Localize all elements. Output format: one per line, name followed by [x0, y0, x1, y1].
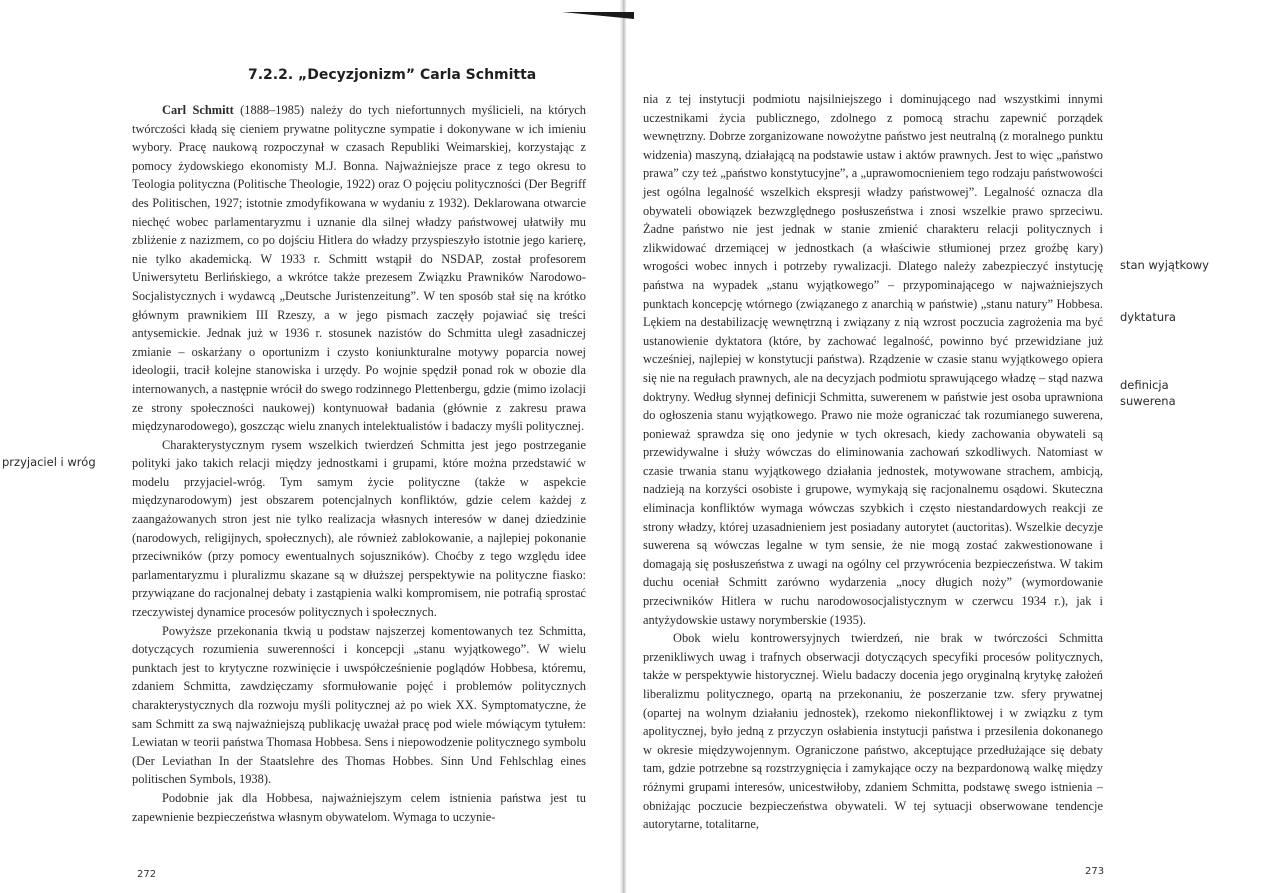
- section-title: 7.2.2. „Decyzjonizm” Carla Schmitta: [248, 67, 537, 83]
- paragraph-text: Podobnie jak dla Hobbesa, najważniejszym celem istnienia państwa jest tu zapewnienie bezpieczeństwa własnym obywatelom. Wymaga to uczynie-: [132, 790, 586, 824]
- paragraph: [132, 622, 586, 789]
- page-number-right: 273: [1085, 866, 1105, 877]
- paragraph-text: Obok wielu kontrowersyjnych twierdzeń, nie brak w twórczości Schmitta przenikliwych uwag i trafnych obserwacji dotyczących specyfiki procesów politycznych, także w perspektywie historycznej. Wielu badaczy docenia jego oryginalną krytykę założeń liberalizmu politycznego, opartą na przekonaniu, że poszerzanie tzw. sfery prywatnej (opartej na wolnym działaniu jednostek), rzekomo niekonfliktowej i w związku z tym apolitycznej, było jedną z przyczyn osłabienia instytucji państwa i przesilenia dokonanego w okresie międzywojennym. Ograniczone państwo, akceptujące przedłużające się debaty tam, gdzie potrzebne są rozstrzygnięcia i zamykające oczy na bezpardonową walkę między różnymi grupami interesów, unicestwiłoby, zdaniem Schmitta, podstawę swego istnienia – obniżając poczucie bezpieczeństwa obywateli. W tej sytuacji obserwowane tendencje autorytarne, totalitarne,: [643, 631, 1103, 832]
- margin-note-stan-wyjatkowy: stan wyjątkowy: [1120, 258, 1209, 272]
- page-number-left: 272: [137, 869, 157, 880]
- paragraph: [132, 789, 586, 826]
- paragraph-text: Charakterystycznym rysem wszelkich twierdzeń Schmitta jest jego postrzeganie polityki jako takich relacji między jednostkami i grupami, które można przedstawić w modelu przyjaciel-wróg. Tym samym życie polityczne (także w aspekcie międzynarodowym) jest obszarem potencjalnych konfliktów, gdzie celem każdej z zaangażowanych stron jest nie tylko realizacja własnych interesów w danej dziedzinie (narodowych, religijnych, społecznych), ale również zablokowanie, a najlepiej pokonanie przeciwników (przy pomocy ewentualnych sojuszników). Choćby z tego względu idee parlamentaryzmu i pluralizmu skazane są w dłuższej perspektywie na polityczne fiasko: przywiązane do racjonalnej debaty i zastąpienia walki kompromisem, nie potrafią sprostać rzeczywistej dynamice procesów politycznych i społecznych.: [132, 437, 586, 620]
- paragraph-text: nia z tej instytucji podmiotu najsilniejszego i dominującego nad wszystkimi innymi uczestnikami życia publicznego, zdolnego z pomocą strachu zapewnić porządek wewnętrzny. Dobrze zorganizowane nowożytne państwo jest neutralną (z moralnego punktu widzenia) maszyną, działającą na podstawie ustaw i aktów prawnych. Jest to więc „państwo prawa” czy też „państwo konstytucyjne”, a „uprawomocnieniem tego rodzaju państwowości jest ogólna legalność wszelkich ekspresji władzy państwowej”. Legalność oznacza dla obywateli obowiązek bezwzględnego posłuszeństwa i znosi wszelkie prawo sprzeciwu. Żadne państwo nie jest jednak w stanie zmienić charakteru relacji politycznych i zlikwidować drzemiącej w jednostkach (a właściwie stłumionej przez groźbę kary) wrogości wobec innych i potrzeby rywalizacji. Dlatego należy zabezpieczyć instytucję państwa na wypadek „stanu wyjątkowego” – przypominającego w najważniejszych punktach koncepcję wtórnego (związanego z anarchią w państwie) „stanu natury” Hobbesa. Lękiem na destabilizację wewnętrzną i związany z nią wzrost poczucia zagrożenia ma być ustanowienie dyktatora (które, by zachować legalność, powinno być przewidziane już wcześniej, najlepiej w konstytucji państwa). Rządzenie w czasie stanu wyjątkowego opiera się nie na regułach prawnych, ale na decyzjach podmiotu sprawującego władzę – stąd nazwa doktryny. Według słynnej definicji Schmitta, suwerenem w państwie jest osoba uprawniona do ogłoszenia stanu wyjątkowego. Prawo nie może ograniczać tak rozumianego suwerena, ponieważ sprawdza się ono jedynie w tych okresach, kiedy zachowania obywateli są przewidywalne i służy wówczas do eliminowania zachowań szkodliwych. Natomiast w czasie trwania stanu wyjątkowego działania jednostek, motywowane strachem, ambicją, nadzieją na korzyści osobiste i grupowe, wymykają się racjonalnemu osądowi. Skuteczna eliminacja konfliktów wymaga wówczas szybkich i często niestandardowych reakcji ze strony władzy, której uzasadnieniem jest posiadany autorytet (auctoritas). Wszelkie decyzje suwerena są wówczas legalne w tym sensie, że nie mogą zostać zakwestionowane i domagają się posłuszeństwa z uwagi na ogólny cel przywrócenia bezpieczeństwa. W takim duchu oceniał Schmitt zarówno wydarzenia „nocy długich noży” (wymordowanie przeciwników Hitlera w ruchu narodowosocjalistycznym w czerwcu 1934 r.), jak i antyżydowskie ustawy norymberskie (1935).: [643, 92, 1103, 627]
- margin-note-dyktatura: dyktatura: [1120, 310, 1176, 324]
- paragraph: [132, 101, 586, 436]
- paragraph: [132, 436, 586, 622]
- margin-note-przyjaciel-i-wrog: przyjaciel i wróg: [2, 455, 96, 469]
- right-text-column: [643, 90, 1103, 834]
- margin-note-definicja-suwerena: definicja suwerena: [1120, 378, 1176, 408]
- paragraph-text: (1888–1985) należy do tych niefortunnych myślicieli, na których twórczości kładą się cieniem prywatne polityczne sympatie i dokonywane w ich imieniu wybory. Pracę naukową rozpoczynał w czasach Republiki Weimarskiej, korzystając z pomocy żydowskiego ekonomisty M.J. Bonna. Najważniejsze prace z tego okresu to Teologia polityczna (Politische Theologie, 1922) oraz O pojęciu polityczności (Der Begriff des Politischen, 1927; istotnie zmodyfikowana w wydaniu z 1932). Deklarowana otwarcie niechęć wobec parlamentaryzmu i uznanie dla silnej władzy państwowej ułatwiły mu zbliżenie z nazizmem, co po dojściu Hitlera do władzy przyspieszyło istotnie jego karierę, nie tylko akademicką. W 1933 r. Schmitt wstąpił do NSDAP, został profesorem Uniwersytetu Berlińskiego, a wkrótce także prezesem Związku Prawników Narodowo-Socjalistycznych i wydawcą „Deutsche Juristenzeitung”. W ten sposób stał się na krótko głównym prawnikiem III Rzeszy, a w jego pismach zaczęły pojawiać się treści antysemickie. Jednak już w 1936 r. stosunek nazistów do Schmitta uległ zasadniczej zmianie – oskarżany o oportunizm i czysto koniunkturalne motywy poparcia nowej ideologii, tracił kolejne stanowiska i urzędy. Po wojnie spędził ponad rok w obozie dla internowanych, a następnie wrócił do swego rodzinnego Plettenbergu, gdzie (mimo izolacji ze strony społeczności naukowej) kontynuował badania (głównie z zakresu prawa międzynarodowego), goszcząc wielu znanych intelektualistów i badaczy myśli politycznej.: [132, 103, 587, 434]
- paragraph-lead: Carl Schmitt: [162, 103, 234, 117]
- paragraph-text: Powyższe przekonania tkwią u podstaw najszerzej komentowanych tez Schmitta, dotyczących rozumienia suwerenności i koncepcji „stanu wyjątkowego”. W wielu punktach jest to krytyczne rozwinięcie i uwspółcześnienie poglądów Hobbesa, któremu, zdaniem Schmitta, zawdzięczamy sformułowanie pojęć i problemów politycznych charakterystycznych dla rozwoju myśli politycznej aż po wiek XX. Symptomatyczne, że sam Schmitt za swą najważniejszą publikację uważał pracę pod wiele mówiącym tytułem: Lewiatan w teorii państwa Thomasa Hobbesa. Sens i niepowodzenie politycznego symbolu (Der Leviathan In der Staatslehre des Thomas Hobbes. Sinn Und Fehlschlag eines politischen Symbols, 1938).: [132, 623, 586, 787]
- paragraph: [643, 90, 1103, 629]
- left-text-column: [132, 101, 586, 826]
- paragraph: [643, 629, 1103, 834]
